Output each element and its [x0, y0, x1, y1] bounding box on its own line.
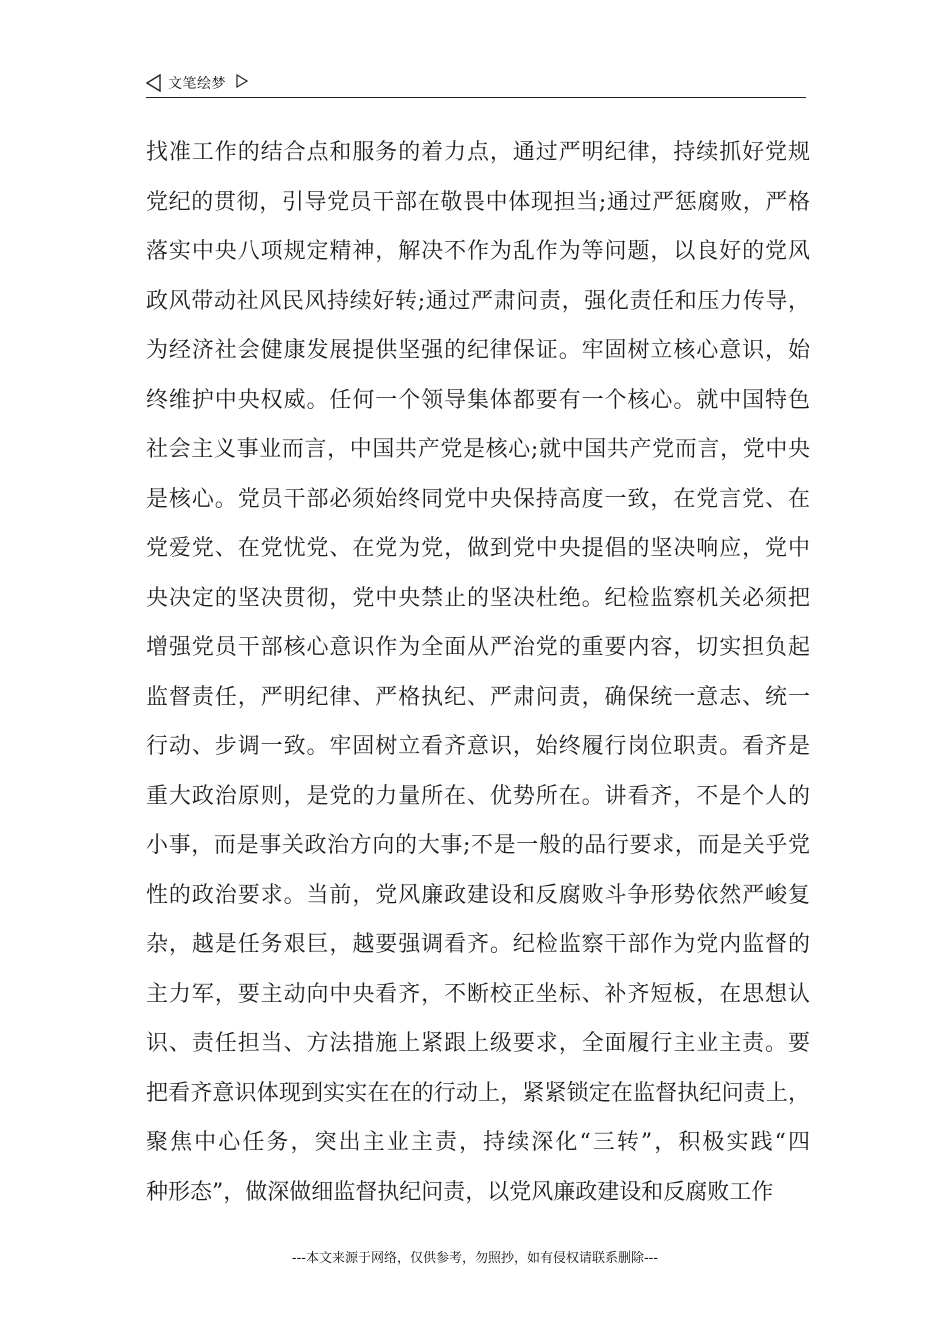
triangle-left-outline-icon — [146, 74, 162, 92]
text-line: 性的政治要求。当前，党风廉政建设和反腐败斗争形势依然严峻复 — [146, 882, 810, 908]
header-divider — [146, 97, 806, 98]
triangle-right-outline-icon — [236, 74, 248, 88]
page-header — [146, 70, 806, 98]
text-line: 政风带动社风民风持续好转;通过严肃问责，强化责任和压力传导， — [146, 288, 810, 314]
text-line: 社会主义事业而言，中国共产党是核心;就中国共产党而言，党中央 — [146, 437, 810, 462]
text-line: 是核心。党员干部必须始终同党中央保持高度一致，在党言党、在 — [146, 486, 810, 512]
footer-disclaimer: ---本文来源于网络，仅供参考，勿照抄，如有侵权请联系删除--- — [291, 1251, 659, 1266]
text-line: 种形态”，做深做细监督执纪问责，以党风廉政建设和反腐败工作 — [146, 1179, 774, 1205]
text-line: 把看齐意识体现到实实在在的行动上，紧紧锁定在监督执纪问责上， — [146, 1080, 810, 1106]
text-line: 识、责任担当、方法措施上紧跟上级要求，全面履行主业主责。要 — [146, 1031, 810, 1056]
text-line: 监督责任，严明纪律、严格执纪、严肃问责，确保统一意志、统一 — [146, 684, 810, 710]
text-line: 落实中央八项规定精神，解决不作为乱作为等问题，以良好的党风 — [146, 239, 810, 264]
text-line: 聚焦中心任务，突出主业主责，持续深化“三转”，积极实践“四 — [146, 1130, 810, 1155]
text-line: 增强党员干部核心意识作为全面从严治党的重要内容，切实担负起 — [146, 635, 810, 660]
text-line: 小事，而是事关政治方向的大事;不是一般的品行要求，而是关乎党 — [146, 833, 810, 858]
text-line: 央决定的坚决贯彻，党中央禁止的坚决杜绝。纪检监察机关必须把 — [146, 585, 810, 611]
text-line: 杂，越是任务艰巨，越要强调看齐。纪检监察干部作为党内监督的 — [146, 932, 810, 957]
text-line: 终维护中央权威。任何一个领导集体都要有一个核心。就中国特色 — [146, 387, 810, 413]
text-line: 党纪的贯彻，引导党员干部在敬畏中体现担当;通过严惩腐败，严格 — [146, 189, 810, 215]
text-line: 党爱党、在党忧党、在党为党，做到党中央提倡的坚决响应，党中 — [146, 536, 810, 561]
text-line: 行动、步调一致。牢固树立看齐意识，始终履行岗位职责。看齐是 — [146, 734, 810, 759]
text-line: 找准工作的结合点和服务的着力点，通过严明纪律，持续抓好党规 — [146, 140, 810, 165]
header-title: 文笔绘梦 — [168, 76, 226, 92]
text-line: 为经济社会健康发展提供坚强的纪律保证。牢固树立核心意识，始 — [146, 338, 810, 363]
text-line: 重大政治原则，是党的力量所在、优势所在。讲看齐，不是个人的 — [146, 783, 810, 809]
text-line: 主力军，要主动向中央看齐，不断校正坐标、补齐短板，在思想认 — [146, 981, 810, 1007]
body-paragraph — [146, 128, 810, 1217]
